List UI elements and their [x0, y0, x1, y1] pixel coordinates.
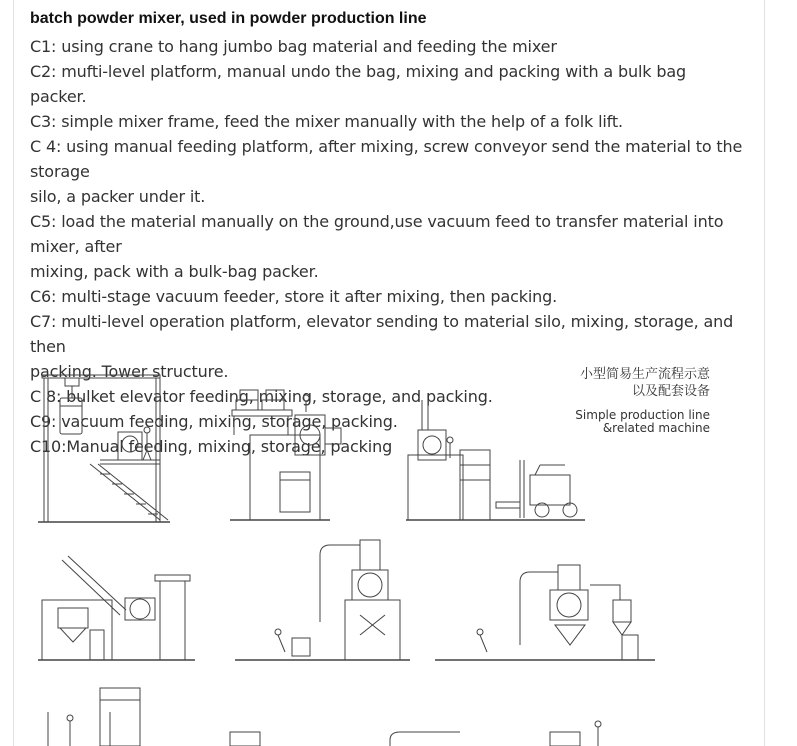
description-line: packing. Tower structure. [30, 362, 229, 381]
description-line: C10:Manual feeding, mixing, storage, packing [30, 437, 393, 456]
diagram-c1-crane [38, 375, 170, 522]
description-line: C5: load the material manually on the ground,use vacuum feed to transfer material into mixer, after [30, 212, 724, 256]
article-heading: batch powder mixer, used in powder production line [30, 10, 427, 27]
description-line: mixing, pack with a bulk-bag packer. [30, 262, 319, 281]
description-line: C 4: using manual feeding platform, after mixing, screw conveyor send the material to the storage [30, 137, 743, 181]
diagram-c5-vacuum-feed [235, 540, 410, 660]
description-line: C9: vacuum feeding, mixing, storage, packing. [30, 412, 398, 431]
production-line-illustration [30, 360, 710, 746]
description-line: C6: multi-stage vacuum feeder, store it after mixing, then packing. [30, 287, 558, 306]
diagram-c2-platform [230, 390, 341, 520]
figure-cn-title: 小型简易生产流程示意 [579, 367, 710, 382]
description-line: C3: simple mixer frame, feed the mixer manually with the help of a folk lift. [30, 112, 623, 131]
diagram-c4-screw-conveyor [38, 556, 195, 660]
diagram-c7-c10-partial [48, 688, 601, 746]
line-drawings [30, 360, 710, 746]
description-line: C2: mufti-level platform, manual undo the bag, mixing and packing with a bulk bag packer. [30, 62, 686, 106]
diagram-c3-forklift [406, 400, 585, 520]
description-line: C 8: bulket elevator feeding, mixing, storage, and packing. [30, 387, 493, 406]
description-line: C1: using crane to hang jumbo bag material and feeding the mixer [30, 37, 557, 56]
description-line: C7: multi-level operation platform, elevator sending to material silo, mixing, storage, and then [30, 312, 734, 356]
description-line: silo, a packer under it. [30, 187, 206, 206]
figure-en-subtitle: &related machine [602, 421, 710, 435]
diagram-c6-multistage-vacuum [435, 565, 655, 660]
figure-cn-subtitle: 以及配套设备 [631, 384, 710, 399]
figure-en-title: Simple production line [575, 408, 710, 422]
